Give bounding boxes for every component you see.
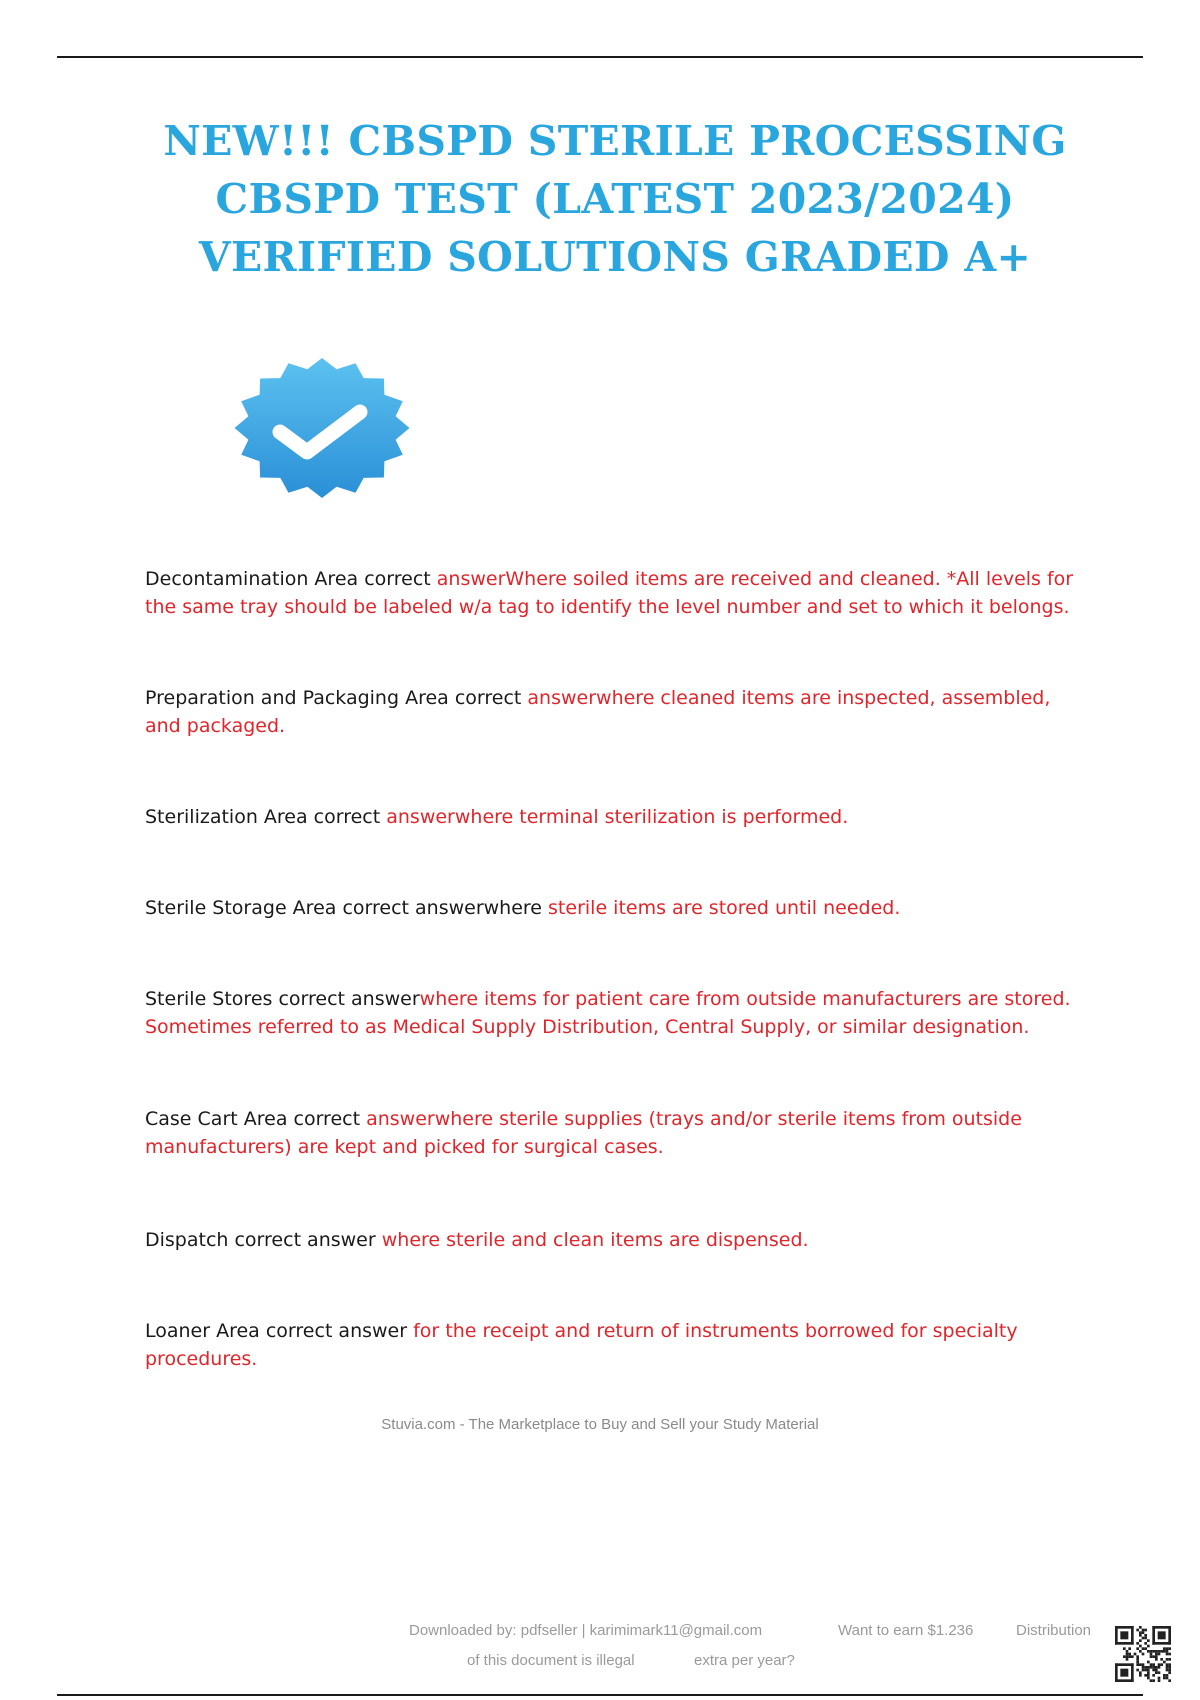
qa-term: Loaner Area correct answer [145,1320,414,1342]
illegal-text: of this document is illegal [467,1652,635,1669]
earn-text-line2: extra per year? [694,1652,795,1669]
qa-answer: answerwhere terminal sterilization is performed. [386,806,849,828]
bottom-rule [57,1694,1143,1696]
downloaded-by-text: Downloaded by: pdfseller | karimimark11@gmail.com [409,1622,763,1639]
qa-item [145,565,1080,621]
footer-site-text: Stuvia.com - The Marketplace to Buy and Sell your Study Material [381,1416,819,1433]
earn-text-line1: Want to earn $1.236 [838,1622,974,1639]
qa-term: Case Cart Area correct [145,1108,367,1130]
qa-answer: answerwhere sterile supplies (trays and/or sterile items from outside manufacturers) are kept and picked for surgical cases. [145,1108,1022,1158]
qa-answer: where items for patient care from outside manufacturers are stored. Sometimes referred to as Medical Supply Distribution, Central Supply, or similar designation. [145,988,1071,1038]
qa-answer: answerWhere soiled items are received and cleaned. *All levels for the same tray should be labeled w/a tag to identify the level number and set to which it belongs. [145,568,1074,618]
qa-item [145,894,1080,922]
document-title: NEW!!! CBSPD STERILE PROCESSING CBSPD TEST (LATEST 2023/2024) VERIFIED SOLUTIONS GRADED A+ [163,117,1067,281]
qa-term: Preparation and Packaging Area correct [145,687,528,709]
top-rule [57,56,1143,58]
qa-item [145,1226,1080,1254]
qa-term: Dispatch correct answer [145,1229,382,1251]
qa-answer: sterile items are stored until needed. [548,897,901,919]
qa-item [145,1105,1080,1161]
qa-term: Sterile Storage Area correct answerwhere [145,897,549,919]
qa-term: Sterilization Area correct [145,806,387,828]
verified-check-badge-icon [222,358,422,498]
qa-answer: where sterile and clean items are dispensed. [381,1229,809,1251]
qa-term: Sterile Stores correct answer [145,988,420,1010]
qa-answer: for the receipt and return of instruments borrowed for specialty procedures. [145,1320,1018,1370]
qa-term: Decontamination Area correct [145,568,437,590]
qa-item [145,1317,1080,1373]
qr-code-icon[interactable] [1115,1626,1171,1682]
qa-item [145,684,1080,740]
qa-item [145,985,1080,1041]
distribution-text: Distribution [1016,1622,1092,1639]
qa-answer: answerwhere cleaned items are inspected, assembled, and packaged. [145,687,1051,737]
qa-item [145,803,1080,831]
